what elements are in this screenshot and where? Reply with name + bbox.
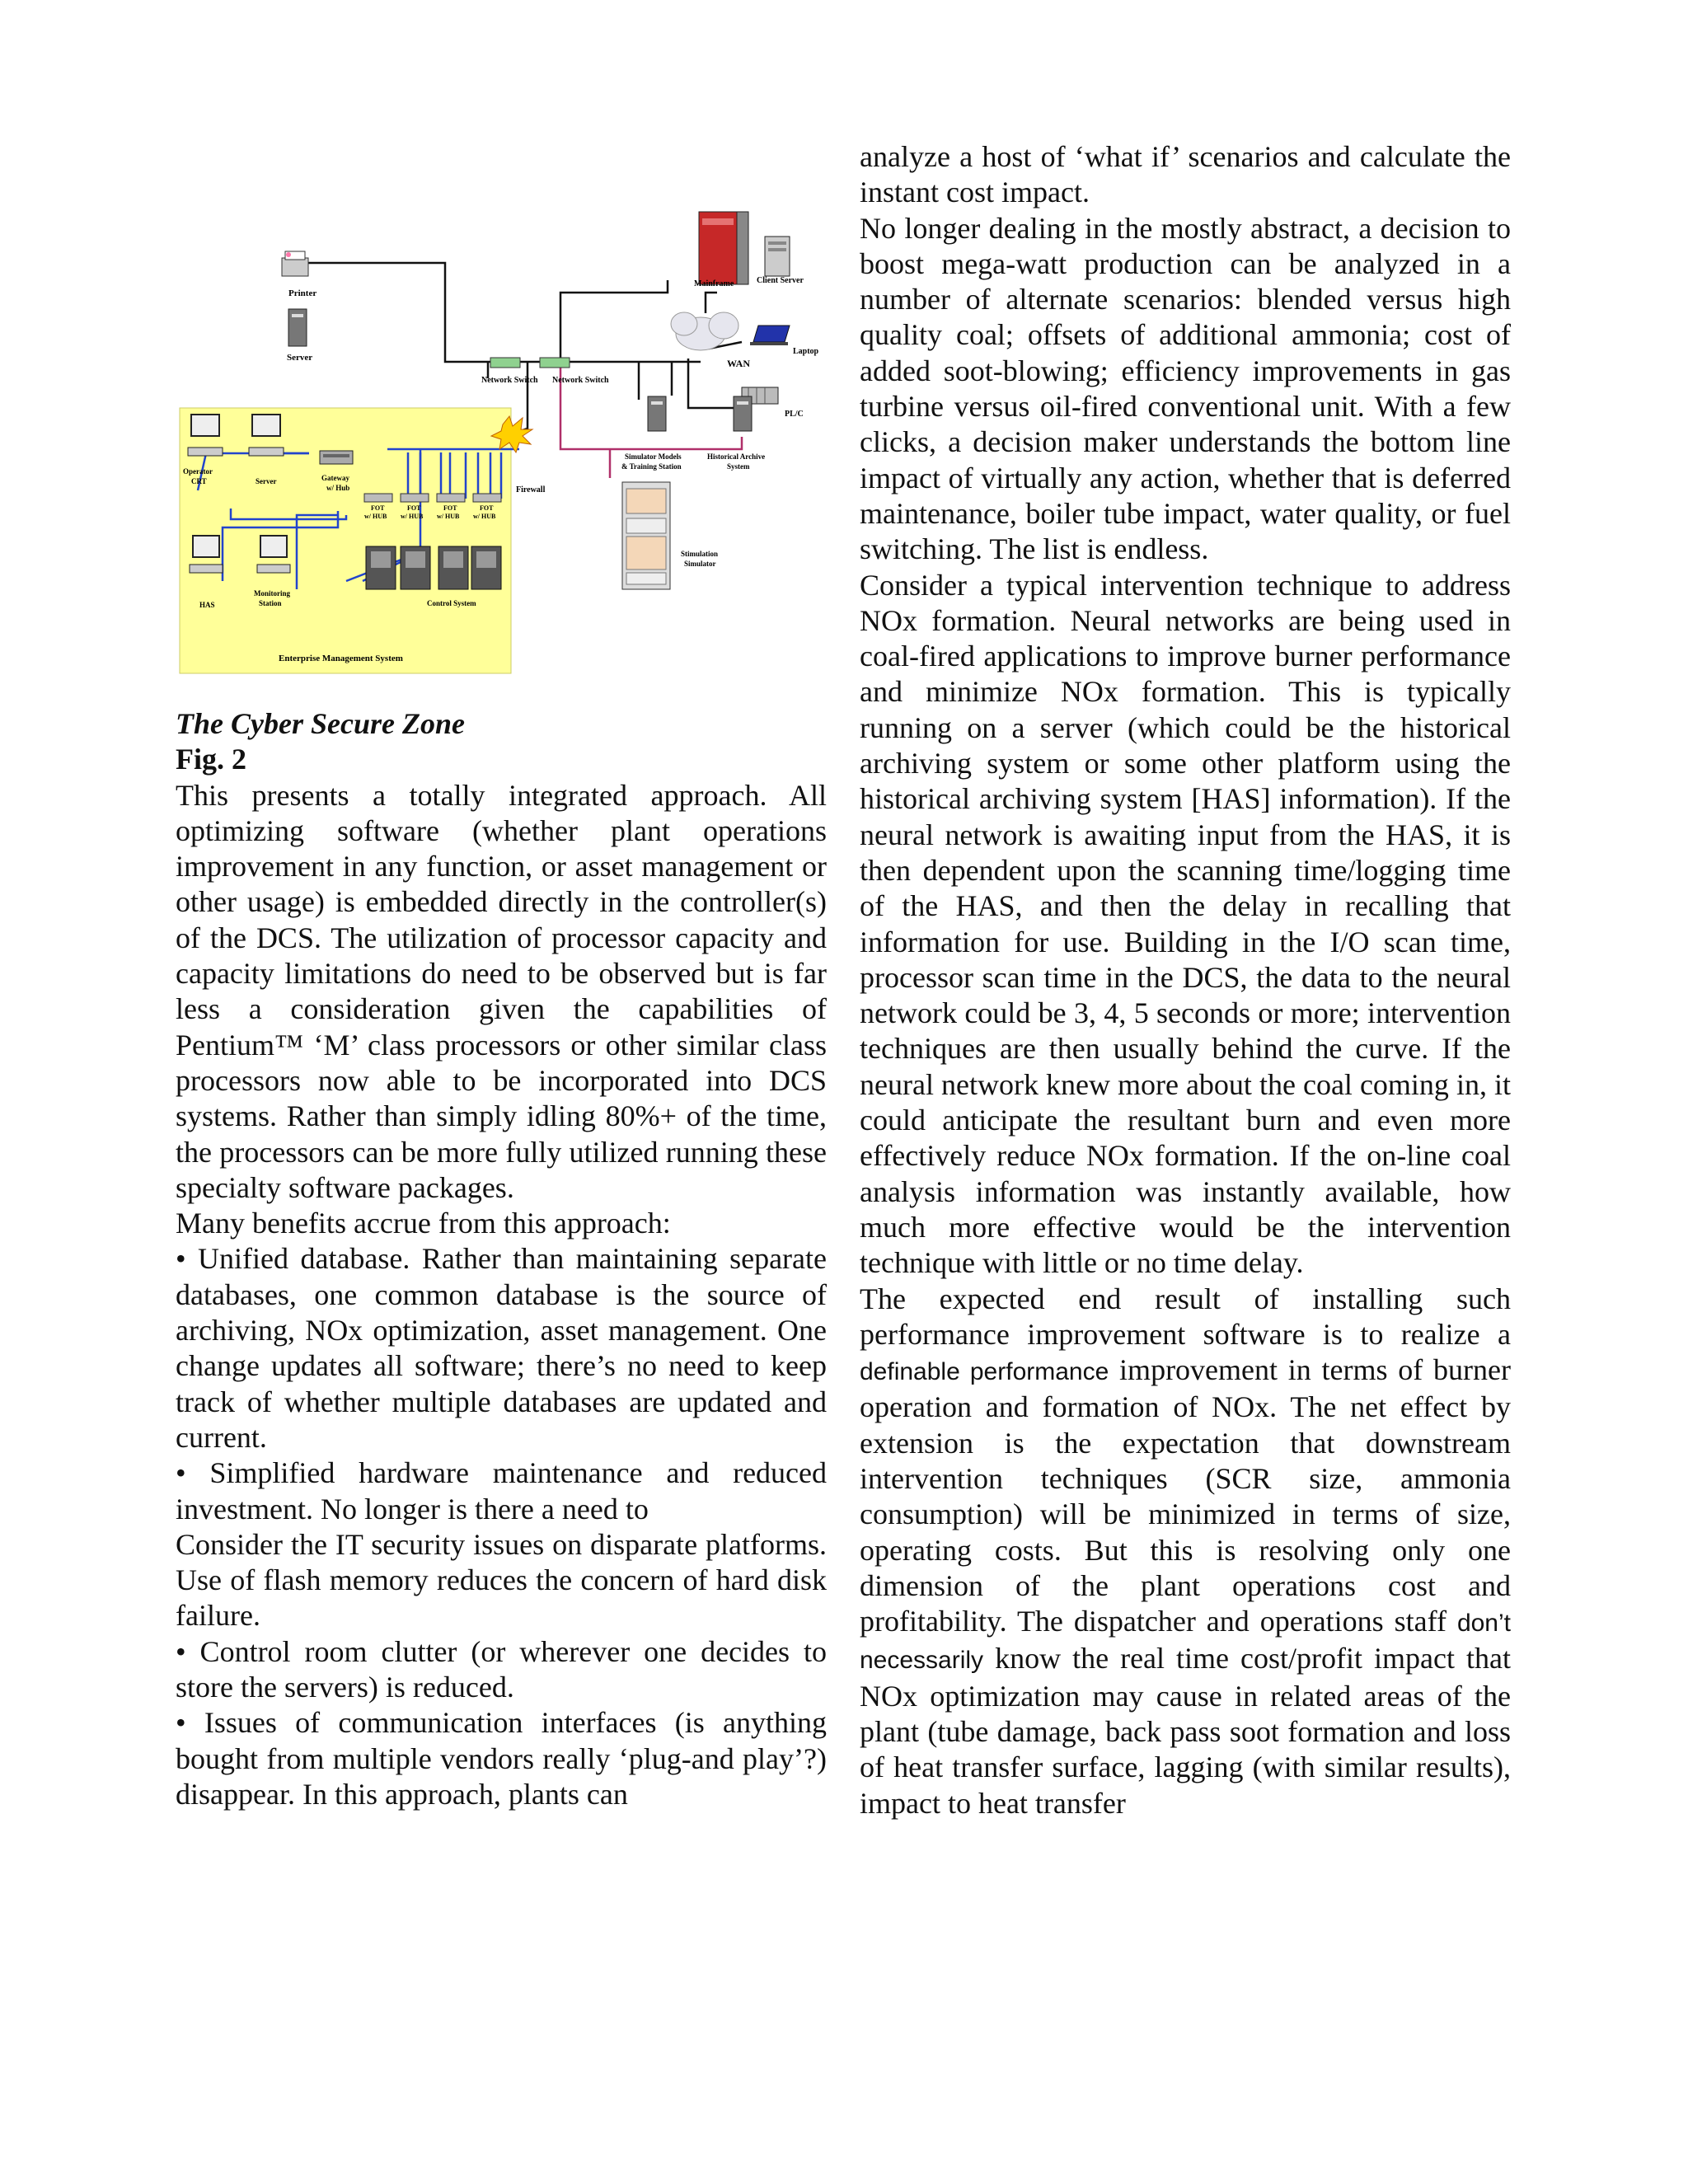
label-operator-2: CRT [191,477,207,485]
monitoring-workstation-icon [257,536,290,573]
label-simulator-1: Simulator Models [625,452,682,461]
simulation-rack-icon [622,482,670,589]
client-server-icon [765,237,790,276]
fot-hub-label: w/ HUB [364,513,387,520]
server-tower-icon [288,309,307,346]
body-paragraph: Consider the IT security issues on disparate platforms. Use of flash memory reduces the concern of hard disk failure. [176,1527,827,1633]
body-paragraph: Consider a typical intervention technique to address NOx formation. Neural networks are being used in coal-fired applications to improve burner performance and minimize NOx formation. This is typically running on a server (which could be the historical archiving system or some other platform using the historical archiving system [HAS] information). If the neural network is awaiting input from the HAS, it is then dependent upon the scanning time/logging time of the HAS, and then the delay in recalling that information for use. Building in the I/O scan time, processor scan time in the DCS, the data to the neural network could be 3, 4, 5 seconds or more; intervention techniques are then usually behind the curve. If the neural network knew more about the coal coming in, it could anticipate the resultant burn and even more effectively reduce NOx formation. If the on-line coal analysis information was instantly available, how much more effective would be the intervention technique with little or no time delay. [860,568,1511,1280]
fot-label: FOT [480,504,494,512]
right-column [860,139,1511,1821]
text-span-sans: definable performance [860,1358,1109,1386]
historical-archive-icon [734,396,752,431]
body-paragraph-last [860,1282,1511,1821]
label-stimulation-1: Stimulation [681,550,719,558]
has-workstation-icon [190,536,223,573]
label-monitoring-1: Monitoring [254,589,290,598]
label-laptop: Laptop [793,347,819,356]
mainframe-icon [699,212,748,284]
bullet-item: • Control room clutter (or wherever one decides to store the servers) is reduced. [176,1634,827,1704]
fot-hub-label: w/ HUB [473,513,496,520]
svg-text:Simulator Models & Trainin [621,452,683,471]
label-control-system: Control System [427,599,476,607]
label-enterprise: Enterprise Management System [279,654,403,663]
body-paragraph: This presents a totally integrated approach. All optimizing software (whether plant operations improvement in any function, or asset management or other usage) is embedded directly in the controller(s) of the DCS. The utilization of processor capacity and capacity limitations do need to be observed but is far less a consideration given the capabilities of Pentium™ ‘M’ class processors or other similar class processors now able to be incorporated into DCS systems. Rather than simply idling 80%+ of the time, the processors can be more fully utilized running these specialty software packages. [176,778,827,1204]
laptop-icon [750,326,790,345]
label-operator-1: Operator [183,467,213,476]
label-gateway-2: w/ Hub [326,484,350,492]
bullet-item: • Unified database. Rather than maintaining separate databases, one common database is the source of archiving, NOx optimization, asset management. One change updates all software; there’s no need to keep track of whether multiple databases are updated and current. [176,1242,827,1454]
fot-hub-label: w/ HUB [401,513,424,520]
label-firewall: Firewall [516,485,546,494]
label-historical-1: Historical Archive [707,452,766,461]
label-client-server: Client Server [757,276,804,285]
text-span-sans: don’t necessarily [860,1610,1511,1675]
label-gateway-1: Gateway [321,474,349,482]
label-switch-1: Network Switch [481,376,538,385]
fot-label: FOT [371,504,385,512]
label-server-left: Server [256,477,277,485]
text-span: know the real time cost/profit impact that NOx optimization may cause in related areas of the plant (tube damage, back pass soot formation and loss of heat transfer surface, lagging (with similar results), impact to heat transfer [860,1642,1511,1820]
body-paragraph: No longer dealing in the mostly abstract, a decision to boost mega-watt production can be analyzed in a number of alternate scenarios: blended versus high quality coal; offsets of additional ammonia; cost of added soot-blowing; efficiency improvements in gas turbine versus oil-fired conventional unit. With a few clicks, a decision maker understands the bottom line impact of virtually any action, whether that is deferred maintenance, boiler tube impact, water quality, or fuel switching. The list is endless. [860,211,1511,566]
fot-label: FOT [443,504,457,512]
bullet-item: • Issues of communication interfaces (is anything bought from multiple vendors really ‘plug-and play’?) disappear. In this approach, plants can [176,1706,827,1811]
label-simulator-2: & Training Station [621,462,682,471]
label-server-top: Server [287,353,313,363]
label-has: HAS [199,601,215,609]
text-span: The expected end result of installing such performance improvement software is to realize a [860,1282,1511,1351]
enterprise-zone [180,408,511,673]
fot-hub-label: w/ HUB [437,513,460,520]
label-wan: WAN [727,358,751,369]
left-column [176,706,827,1812]
svg-text:Historical Archive System [707,452,767,471]
figure-caption-number: Fig. 2 [176,743,246,776]
gateway-icon [320,451,353,464]
body-paragraph: analyze a host of ‘what if’ scenarios and calculate the instant cost impact. [860,140,1511,209]
label-switch-2: Network Switch [552,376,609,385]
label-mainframe: Mainframe [694,279,734,288]
simulator-tower-icon [648,396,666,431]
printer-icon [282,251,308,276]
text-span: improvement in terms of burner operation and formation of NOx. The net effect by extension is the expectation that downstream intervention techniques (SCR size, ammonia consumption) will be minimized in terms of size, operating costs. But this is resolving only one dimension of the plant operations cost and profitability. The dispatcher and operations staff [860,1353,1511,1638]
bullet-item: • Simplified hardware maintenance and reduced investment. No longer is there a need to [176,1456,827,1526]
label-printer: Printer [288,288,317,298]
label-monitoring-2: Station [259,599,282,607]
body-paragraph: Many benefits accrue from this approach: [176,1207,671,1240]
label-stimulation-2: Simulator [684,560,716,568]
network-diagram-figure [173,202,832,680]
label-plc: PL/C [785,410,804,419]
svg-text:Stimulation Simulator [681,550,720,568]
label-historical-2: System [727,462,750,471]
fot-label: FOT [407,504,421,512]
figure-caption-title: The Cyber Secure Zone [176,707,465,740]
